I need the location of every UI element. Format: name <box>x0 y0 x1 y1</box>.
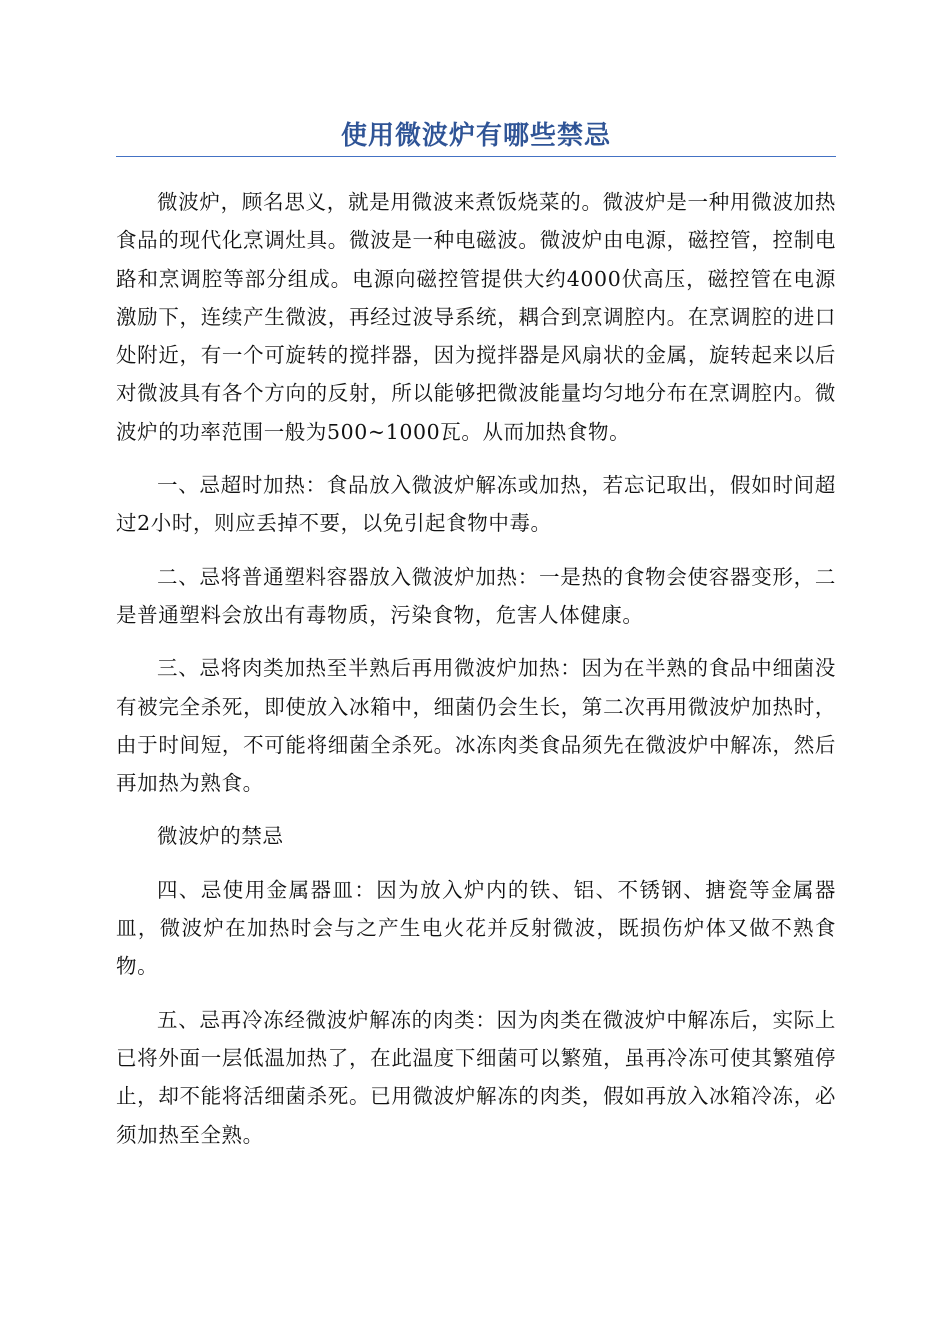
section-subheading: 微波炉的禁忌 <box>157 824 284 849</box>
title-underline <box>116 156 836 157</box>
taboo-4-paragraph: 四、忌使用金属器皿：因为放入炉内的铁、铝、不锈钢、搪瓷等金属器皿，微波炉在加热时会与之产生电火花并反射微波，既损伤炉体又做不熟食物。 <box>116 877 836 979</box>
intro-paragraph: 微波炉，顾名思义，就是用微波来煮饭烧菜的。微波炉是一种用微波加热食品的现代化烹调灶具。微波是一种电磁波。微波炉由电源，磁控管，控制电路和烹调腔等部分组成。电源向磁控管提供大约4000伏高压，磁控管在电源激励下，连续产生微波，再经过波导系统，耦合到烹调腔内。在烹调腔的进口处附近，有一个可旋转的搅拌器，因为搅拌器是风扇状的金属，旋转起来以后对微波具有各个方向的反射，所以能够把微波能量均匀地分布在烹调腔内。微波炉的功率范围一般为500~1000瓦。从而加热食物。 <box>116 190 836 444</box>
taboo-1-paragraph: 一、忌超时加热：食品放入微波炉解冻或加热，若忘记取出，假如时间超过2小时，则应丢掉不要，以免引起食物中毒。 <box>116 473 836 536</box>
document-title: 使用微波炉有哪些禁忌 <box>340 121 611 151</box>
taboo-2-paragraph: 二、忌将普通塑料容器放入微波炉加热：一是热的食物会使容器变形，二是普通塑料会放出有毒物质，污染食物，危害人体健康。 <box>116 564 836 627</box>
document-page <box>116 0 836 1169</box>
taboo-3-paragraph: 三、忌将肉类加热至半熟后再用微波炉加热：因为在半熟的食品中细菌没有被完全杀死，即使放入冰箱中，细菌仍会生长，第二次再用微波炉加热时，由于时间短，不可能将细菌全杀死。冰冻肉类食品须先在微波炉中解冻，然后再加热为熟食。 <box>116 656 836 796</box>
taboo-5-paragraph: 五、忌再冷冻经微波炉解冻的肉类：因为肉类在微波炉中解冻后，实际上已将外面一层低温加热了，在此温度下细菌可以繁殖，虽再冷冻可使其繁殖停止，却不能将活细菌杀死。已用微波炉解冻的肉类，假如再放入冰箱冷冻，必须加热至全熟。 <box>116 1007 836 1147</box>
